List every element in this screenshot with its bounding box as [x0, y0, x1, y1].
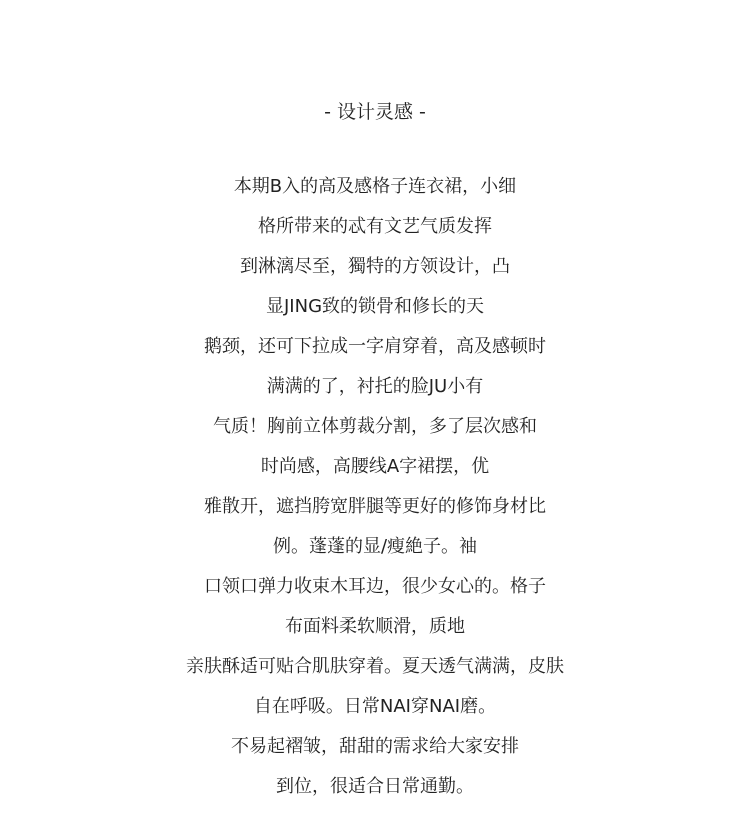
text-line: 口领口弹力收束木耳边，很少女心的。格子	[204, 576, 546, 597]
text-line: 布面料柔软顺滑，质地	[285, 616, 465, 637]
text-line: 满满的了，衬托的脸JU小有	[266, 376, 484, 397]
text-line: 雅散开，遮挡胯宽胖腿等更好的修饰身材比	[204, 496, 546, 517]
text-line: 自在呼吸。日常NAI穿NAI磨。	[253, 696, 497, 717]
text-line: 鹅颈，还可下拉成一字肩穿着，高及感顿时	[204, 336, 546, 357]
text-line: 到淋漓尽至，獨特的方领设计，凸	[240, 256, 510, 277]
text-line: 到位，很适合日常通勤。	[276, 776, 474, 797]
text-line: 例。蓬蓬的显/瘦絶子。袖	[272, 536, 478, 557]
text-line: 亲肤酥适可贴合肌肤穿着。夏天透气满满，皮肤	[186, 656, 564, 677]
text-line: 不易起褶皱，甜甜的需求给大家安排	[231, 736, 519, 757]
text-line: 时尚感，高腰线A字裙摆，优	[260, 456, 490, 477]
description-text	[0, 173, 750, 813]
section-heading: - 设计灵感 -	[324, 101, 426, 123]
text-line: 气质！胸前立体剪裁分割，多了层次感和	[213, 416, 537, 437]
text-line: 格所带来的忒有文艺气质发挥	[258, 216, 492, 237]
text-line: 本期B入的高及感格子连衣裙，小细	[233, 176, 517, 197]
text-line: 显JING致的锁骨和修长的天	[265, 296, 485, 317]
